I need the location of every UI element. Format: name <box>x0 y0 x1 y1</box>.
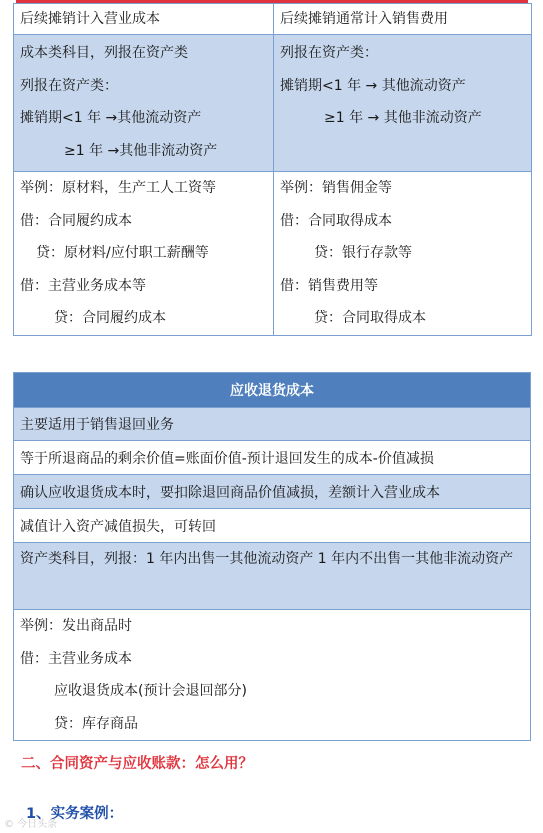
text-line: ≥1 年 →其他非流动资产 <box>64 142 218 159</box>
text-line: 贷：合同履约成本 <box>54 310 166 326</box>
text-line: 贷：合同取得成本 <box>314 310 426 326</box>
section-heading: 二、合同资产与应收账款：怎么用？ <box>21 756 253 772</box>
text-line: 举例：销售佣金等 <box>280 180 392 196</box>
table-row <box>14 610 531 741</box>
text-line: 贷：库存商品 <box>54 715 138 732</box>
text-line: 列报在资产类： <box>20 77 118 94</box>
header-cell-left: 后续摊销计入营业成本 <box>14 4 274 35</box>
subsection-heading: 1、实务案例： <box>26 806 124 822</box>
text-line: 举例：发出商品时 <box>20 618 132 634</box>
text-line: ≥1 年 → 其他非流动资产 <box>324 110 482 126</box>
table-row <box>14 475 531 509</box>
text-line: 摊销期<1 年 → 其他流动资产 <box>280 77 466 94</box>
watermark: © 今日头条 <box>4 819 58 830</box>
text-line: 列报在资产类： <box>280 45 378 61</box>
example-cell <box>14 610 531 741</box>
text-line: 举例：原材料，生产工人工资等 <box>20 180 216 196</box>
text-line: 借：合同取得成本 <box>280 212 392 229</box>
text-line: 摊销期<1 年 →其他流动资产 <box>20 110 202 126</box>
presentation-row <box>14 35 532 172</box>
table-row <box>14 408 531 441</box>
table-row <box>14 509 531 543</box>
table-title: 应收退货成本 <box>14 373 531 408</box>
row-text: 资产类科目，列报：1 年内出售一其他流动资产 1 年内不出售一其他非流动资产 <box>14 543 531 610</box>
table-title-row <box>14 373 531 408</box>
text-line: 借：主营业务成本 <box>20 650 132 667</box>
text-line: 应收退货成本(预计会退回部分) <box>54 683 247 699</box>
example-row <box>14 172 532 336</box>
cost-comparison-table <box>13 3 532 336</box>
table-header-row <box>14 4 532 35</box>
text-line: 借：销售费用等 <box>280 277 378 294</box>
row-text: 减值计入资产减值损失，可转回 <box>14 509 531 543</box>
presentation-cell-left <box>14 35 274 172</box>
text-line: 贷：银行存款等 <box>314 245 412 261</box>
example-cell-right <box>274 172 532 336</box>
text-line: 成本类科目，列报在资产类 <box>20 45 188 61</box>
presentation-cell-right <box>274 35 532 172</box>
table-row <box>14 543 531 610</box>
text-line: 借：合同履约成本 <box>20 212 132 229</box>
text-line: 借：主营业务成本等 <box>20 277 146 294</box>
example-cell-left <box>14 172 274 336</box>
row-text: 确认应收退货成本时，要扣除退回商品价值减损，差额计入营业成本 <box>14 475 531 509</box>
header-cell-right: 后续摊销通常计入销售费用 <box>274 4 532 35</box>
row-text: 主要适用于销售退回业务 <box>14 408 531 441</box>
return-cost-table <box>13 372 531 741</box>
row-text: 等于所退商品的剩余价值=账面价值-预计退回发生的成本-价值减损 <box>14 441 531 475</box>
table-row <box>14 441 531 475</box>
text-line: 贷：原材料/应付职工薪酬等 <box>36 245 209 261</box>
